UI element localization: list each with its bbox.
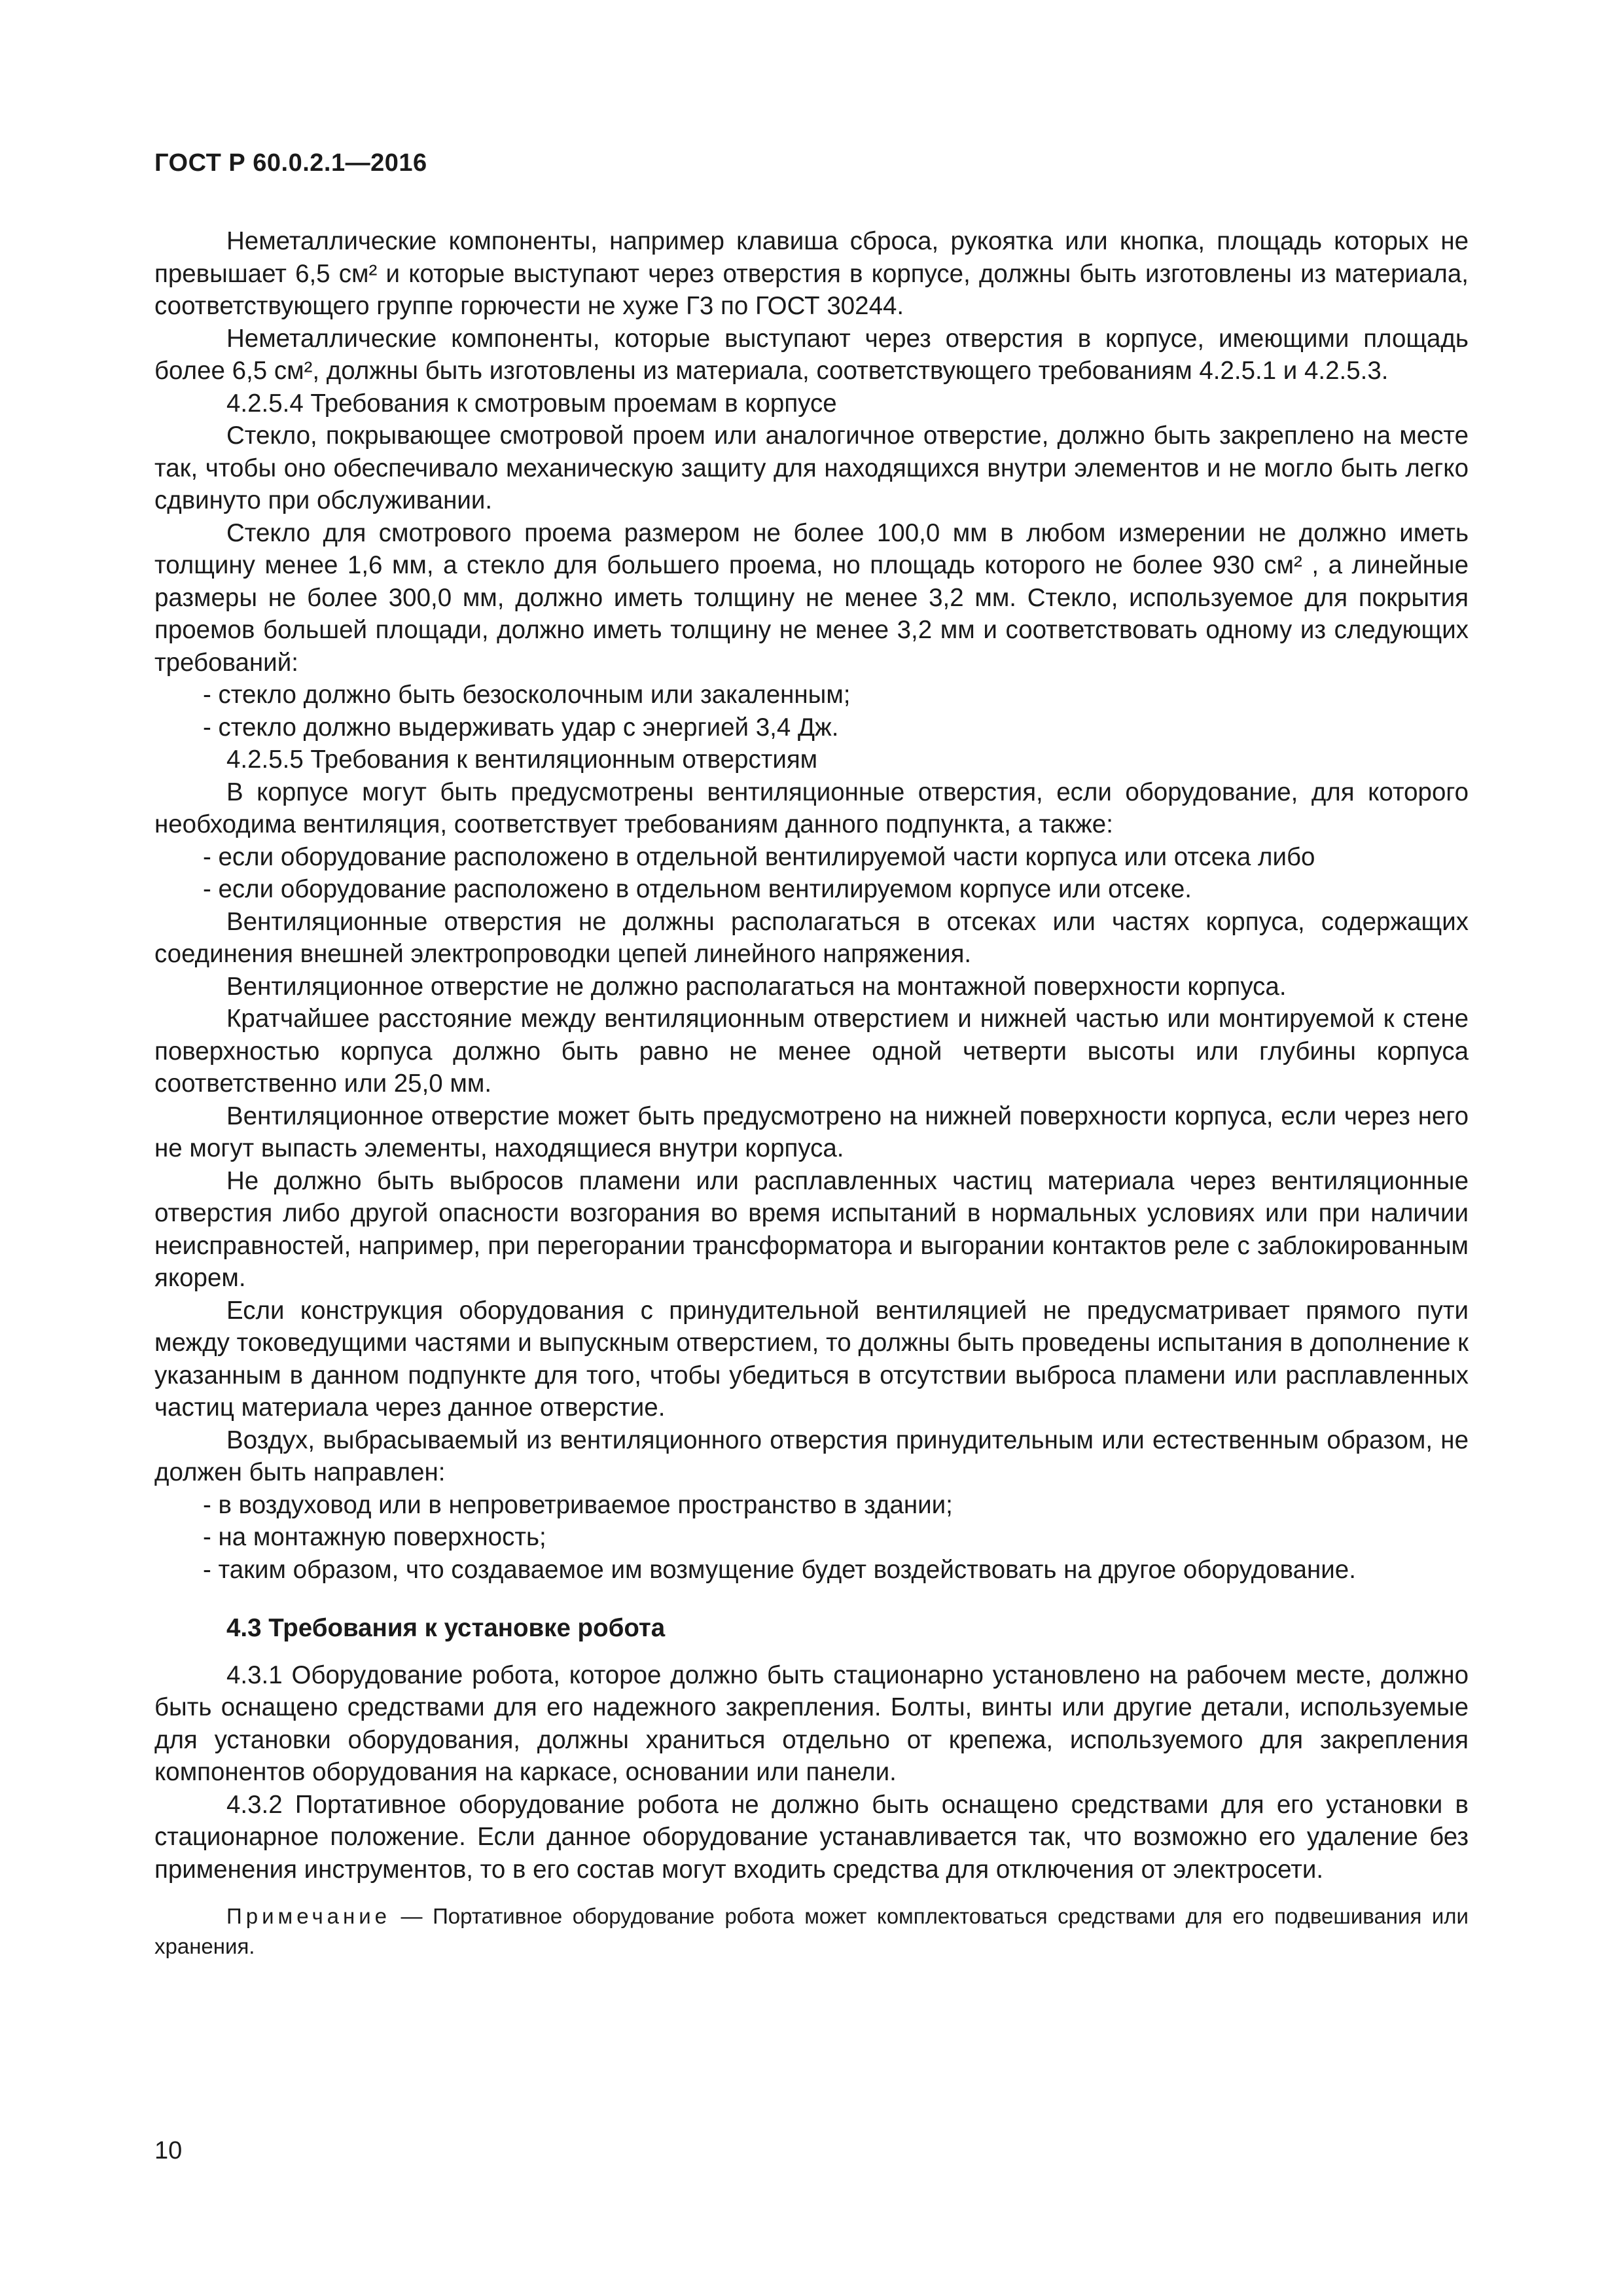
list-item-air-disturbance: - таким образом, что создаваемое им возмущение будет воздействовать на другое оборудование. xyxy=(203,1555,1356,1584)
clause-4-2-5-5-title: 4.2.5.5 Требования к вентиляционным отверстиям xyxy=(226,745,818,774)
paragraph-vent-distance: Кратчайшее расстояние между вентиляционным отверстием и нижней частью или монтируемой к стене поверхностью корпуса должно быть равно не менее одной четверти высоты или глубины корпуса соответственно или 25,0 мм. xyxy=(154,1005,1469,1098)
note-label: Примечание xyxy=(226,1904,391,1928)
page-number: 10 xyxy=(154,2137,183,2164)
note xyxy=(154,1901,1469,1962)
paragraph-4-3-2: 4.3.2 Портативное оборудование робота не должно быть оснащено средствами для его установки в стационарное положение. Если данное оборудование устанавливается так, что возможно его удаление без применения инструментов, то в его состав могут входить средства для отключения от электросети. xyxy=(154,1790,1469,1884)
paragraph-4-3-1: 4.3.1 Оборудование робота, которое должно быть стационарно установлено на рабочем месте, должно быть оснащено средствами для его надежного закрепления. Болты, винты или другие детали, используемые для установки оборудования, должны храниться отдельно от крепежа, используемого для закрепления компонентов оборудования на каркасе, основании или панели. xyxy=(154,1660,1469,1786)
paragraph-vent-wiring: Вентиляционные отверстия не должны располагаться в отсеках или частях корпуса, содержащих соединения внешней электропроводки цепей линейного напряжения. xyxy=(154,907,1469,968)
document-code-header: ГОСТ Р 60.0.2.1—2016 xyxy=(154,149,427,177)
section-heading-4-3: 4.3 Требования к установке робота xyxy=(226,1614,666,1642)
document-body xyxy=(154,225,1469,1962)
paragraph-nonmetal-large: Неметаллические компоненты, которые выступают через отверстия в корпусе, имеющими площадь более 6,5 см², должны быть изготовлены из материала, соответствующего требованиям 4.2.5.1 и 4.2.5.3. xyxy=(154,324,1469,385)
list-item-air-duct: - в воздуховод или в непроветриваемое пространство в здании; xyxy=(203,1490,953,1519)
note-text: — Портативное оборудование робота может комплектоваться средствами для его подвешивания или хранения. xyxy=(154,1904,1469,1958)
list-item-glass-impact: - стекло должно выдерживать удар с энергией 3,4 Дж. xyxy=(203,713,839,742)
paragraph-vent-bottom: Вентиляционное отверстие может быть предусмотрено на нижней поверхности корпуса, если через него не могут выпасть элементы, находящиеся внутри корпуса. xyxy=(154,1102,1469,1162)
list-item-air-mounting: - на монтажную поверхность; xyxy=(203,1523,546,1551)
paragraph-vent-air: Воздух, выбрасываемый из вентиляционного отверстия принудительным или естественным образом, не должен быть направлен: xyxy=(154,1426,1469,1486)
paragraph-vent-forced: Если конструкция оборудования с принудительной вентиляцией не предусматривает прямого пути между токоведущими частями и выпускным отверстием, то должны быть проведены испытания в дополнение к указанным в данном подпункте для того, чтобы убедиться в отсутствии выброса пламени или расплавленных частиц материала через данное отверстие. xyxy=(154,1296,1469,1422)
paragraph-glass-fixing: Стекло, покрывающее смотровой проем или аналогичное отверстие, должно быть закреплено на месте так, чтобы оно обеспечивало механическую защиту для находящихся внутри элементов и не могло быть легко сдвинуто при обслуживании. xyxy=(154,422,1469,514)
paragraph-vent-flame: Не должно быть выбросов пламени или расплавленных частиц материала через вентиляционные отверстия либо другой опасности возгорания во время испытаний в нормальных условиях или при наличии неисправностей, например, при перегорании трансформатора и выгорании контактов реле с заблокированным якорем. xyxy=(154,1166,1469,1292)
list-item-vent-part: - если оборудование расположено в отдельной вентилируемой части корпуса или отсека либо xyxy=(203,842,1315,871)
paragraph-nonmetal-small: Неметаллические компоненты, например клавиша сброса, рукоятка или кнопка, площадь которых не превышает 6,5 см² и которые выступают через отверстия в корпусе, должны быть изготовлены из материала, соответствующего группе горючести не хуже Г3 по ГОСТ 30244. xyxy=(154,227,1469,320)
paragraph-glass-thickness: Стекло для смотрового проема размером не более 100,0 мм в любом измерении не должно иметь толщину менее 1,6 мм, а стекло для большего проема, но площадь которого не более 930 см² , а линейные размеры не более 300,0 мм, должно иметь толщину не менее 3,2 мм. Стекло, используемое для покрытия проемов большей площади, должно иметь толщину не менее 3,2 мм и соответствовать одному из следующих требований: xyxy=(154,518,1469,677)
paragraph-vent-allowed: В корпусе могут быть предусмотрены вентиляционные отверстия, если оборудование, для которого необходима вентиляция, соответствует требованиям данного подпункта, а также: xyxy=(154,778,1469,838)
list-item-glass-tempered: - стекло должно быть безосколочным или закаленным; xyxy=(203,681,851,709)
list-item-vent-enclosure: - если оборудование расположено в отдельном вентилируемом корпусе или отсеке. xyxy=(203,875,1192,903)
paragraph-vent-mounting: Вентиляционное отверстие не должно располагаться на монтажной поверхности корпуса. xyxy=(226,972,1287,1001)
clause-4-2-5-4-title: 4.2.5.4 Требования к смотровым проемам в корпусе xyxy=(226,389,837,418)
